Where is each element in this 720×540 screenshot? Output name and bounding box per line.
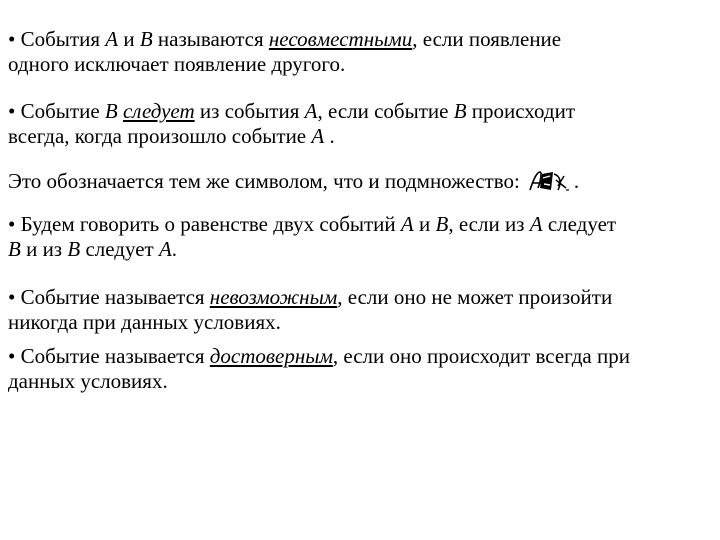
line xyxy=(8,168,579,194)
definition-certain xyxy=(8,344,630,394)
text: , если появление xyxy=(412,27,562,51)
text: • События xyxy=(8,27,106,51)
text: всегда, когда произошло событие xyxy=(8,124,312,148)
var-b: B xyxy=(435,212,449,236)
line xyxy=(8,237,616,262)
line: никогда при данных условиях. xyxy=(8,310,281,334)
line xyxy=(8,212,616,237)
line: данных условиях. xyxy=(8,369,168,393)
var-a: A xyxy=(105,27,119,51)
subset-formula-icon xyxy=(528,168,572,194)
text: . xyxy=(171,237,178,261)
line: одного исключает появление другого. xyxy=(8,52,346,76)
text: . xyxy=(573,169,580,193)
var-a: A xyxy=(311,124,325,148)
var-b: B xyxy=(453,99,467,123)
var-b: B xyxy=(8,237,21,261)
text: , если оно не может произойти xyxy=(337,285,613,309)
line xyxy=(8,99,575,124)
text: , если из xyxy=(448,212,530,236)
text: и xyxy=(413,212,436,236)
var-a: A xyxy=(529,212,543,236)
notation-note xyxy=(8,168,579,194)
text: происходит xyxy=(466,99,575,123)
text: , если оно происходит всегда при xyxy=(332,344,630,368)
term-incompatible: несовместными xyxy=(268,27,413,51)
var-b: B xyxy=(104,99,118,123)
definition-follows xyxy=(8,99,575,149)
definition-impossible xyxy=(8,285,612,335)
var-b: B xyxy=(139,27,153,51)
text: и из xyxy=(20,237,68,261)
line xyxy=(8,344,630,369)
text: . xyxy=(324,124,335,148)
text: , если событие xyxy=(317,99,454,123)
text: называются xyxy=(152,27,269,51)
line xyxy=(8,27,561,52)
var-b: B xyxy=(67,237,81,261)
text: из события xyxy=(194,99,305,123)
var-a: A xyxy=(304,99,318,123)
text: • Событие называется xyxy=(8,344,210,368)
text: • Событие называется xyxy=(8,285,210,309)
var-a: A xyxy=(158,237,172,261)
text: • Событие xyxy=(8,99,105,123)
definition-incompatible xyxy=(8,27,561,77)
text: следует xyxy=(80,237,159,261)
line xyxy=(8,285,612,310)
text: следует xyxy=(542,212,617,236)
line xyxy=(8,124,575,149)
definition-equality xyxy=(8,212,616,262)
term-impossible: невозможным xyxy=(209,285,338,309)
term-certain: достоверным xyxy=(209,344,333,368)
text: Это обозначается тем же символом, что и подмножество: xyxy=(8,169,520,193)
text: • Будем говорить о равенстве двух событий xyxy=(8,212,401,236)
var-a: A xyxy=(400,212,414,236)
term-follows: следует xyxy=(122,99,195,123)
text: и xyxy=(118,27,140,51)
